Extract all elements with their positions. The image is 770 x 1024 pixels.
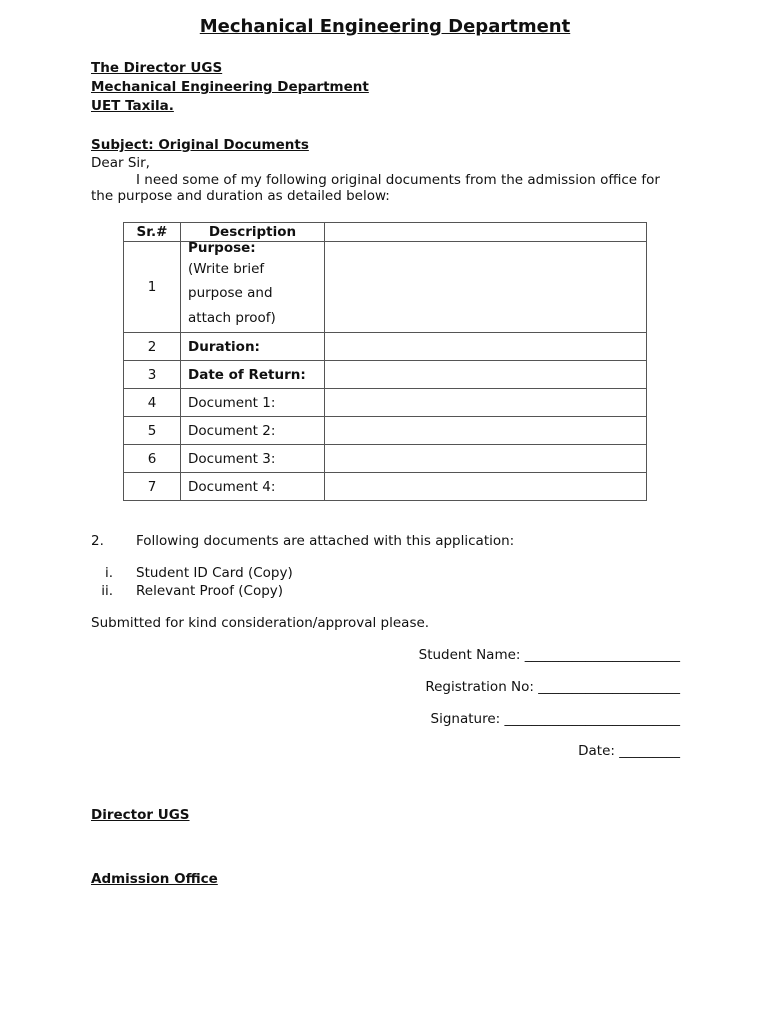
header-sr: Sr.# — [124, 223, 181, 242]
registration-no-field[interactable]: Registration No: _____________________ — [425, 679, 680, 695]
header-value — [325, 223, 647, 242]
addressee-line-2: Mechanical Engineering Department — [91, 79, 369, 95]
table-row — [124, 361, 647, 389]
list-item-number: i. — [104, 565, 113, 581]
list-item: Student ID Card (Copy) — [136, 565, 293, 581]
row-sr: 4 — [124, 389, 181, 417]
document-3-value-cell[interactable] — [325, 445, 647, 473]
table-row — [124, 417, 647, 445]
section-2-number: 2. — [91, 533, 104, 549]
documents-table — [123, 222, 647, 501]
subject-line: Subject: Original Documents — [91, 137, 309, 153]
table-row — [124, 473, 647, 501]
date-field[interactable]: Date: _________ — [578, 743, 680, 759]
duration-value-cell[interactable] — [325, 333, 647, 361]
student-name-field[interactable]: Student Name: _______________________ — [418, 647, 680, 663]
addressee-line-3: UET Taxila. — [91, 98, 174, 114]
table-row — [124, 242, 647, 333]
signature-field[interactable]: Signature: __________________________ — [430, 711, 680, 727]
document-1-value-cell[interactable] — [325, 389, 647, 417]
row-sr: 7 — [124, 473, 181, 501]
row-description: Duration: — [181, 333, 325, 361]
purpose-note-1: (Write brief — [188, 260, 265, 277]
page-title: Mechanical Engineering Department — [199, 16, 571, 37]
header-description: Description — [181, 223, 325, 242]
row-description: Document 4: — [181, 473, 325, 501]
row-sr: 6 — [124, 445, 181, 473]
document-2-value-cell[interactable] — [325, 417, 647, 445]
table-row — [124, 389, 647, 417]
purpose-label: Purpose: — [188, 239, 256, 256]
closing-line: Submitted for kind consideration/approval please. — [91, 615, 430, 631]
row-description: Document 2: — [181, 417, 325, 445]
row-description: Document 3: — [181, 445, 325, 473]
admission-office-label: Admission Office — [91, 871, 218, 887]
body-line-2: the purpose and duration as detailed below: — [91, 188, 390, 204]
row-sr: 1 — [124, 242, 181, 333]
body-line-1: I need some of my following original documents from the admission office for — [136, 172, 660, 188]
row-description — [181, 239, 325, 333]
salutation: Dear Sir, — [91, 155, 150, 171]
section-2-text: Following documents are attached with this application: — [136, 533, 515, 549]
purpose-note-2: purpose and — [188, 285, 273, 302]
row-sr: 3 — [124, 361, 181, 389]
table-row — [124, 333, 647, 361]
document-4-value-cell[interactable] — [325, 473, 647, 501]
row-description: Date of Return: — [181, 361, 325, 389]
row-sr: 2 — [124, 333, 181, 361]
return-date-value-cell[interactable] — [325, 361, 647, 389]
table-row — [124, 445, 647, 473]
row-sr: 5 — [124, 417, 181, 445]
purpose-value-cell[interactable] — [325, 242, 647, 333]
table-header-row — [124, 223, 647, 242]
purpose-note-3: attach proof) — [188, 309, 276, 326]
director-ugs-label: Director UGS — [91, 807, 190, 823]
addressee-line-1: The Director UGS — [91, 60, 223, 76]
list-item-number: ii. — [101, 583, 113, 599]
row-description: Document 1: — [181, 389, 325, 417]
list-item: Relevant Proof (Copy) — [136, 583, 284, 599]
